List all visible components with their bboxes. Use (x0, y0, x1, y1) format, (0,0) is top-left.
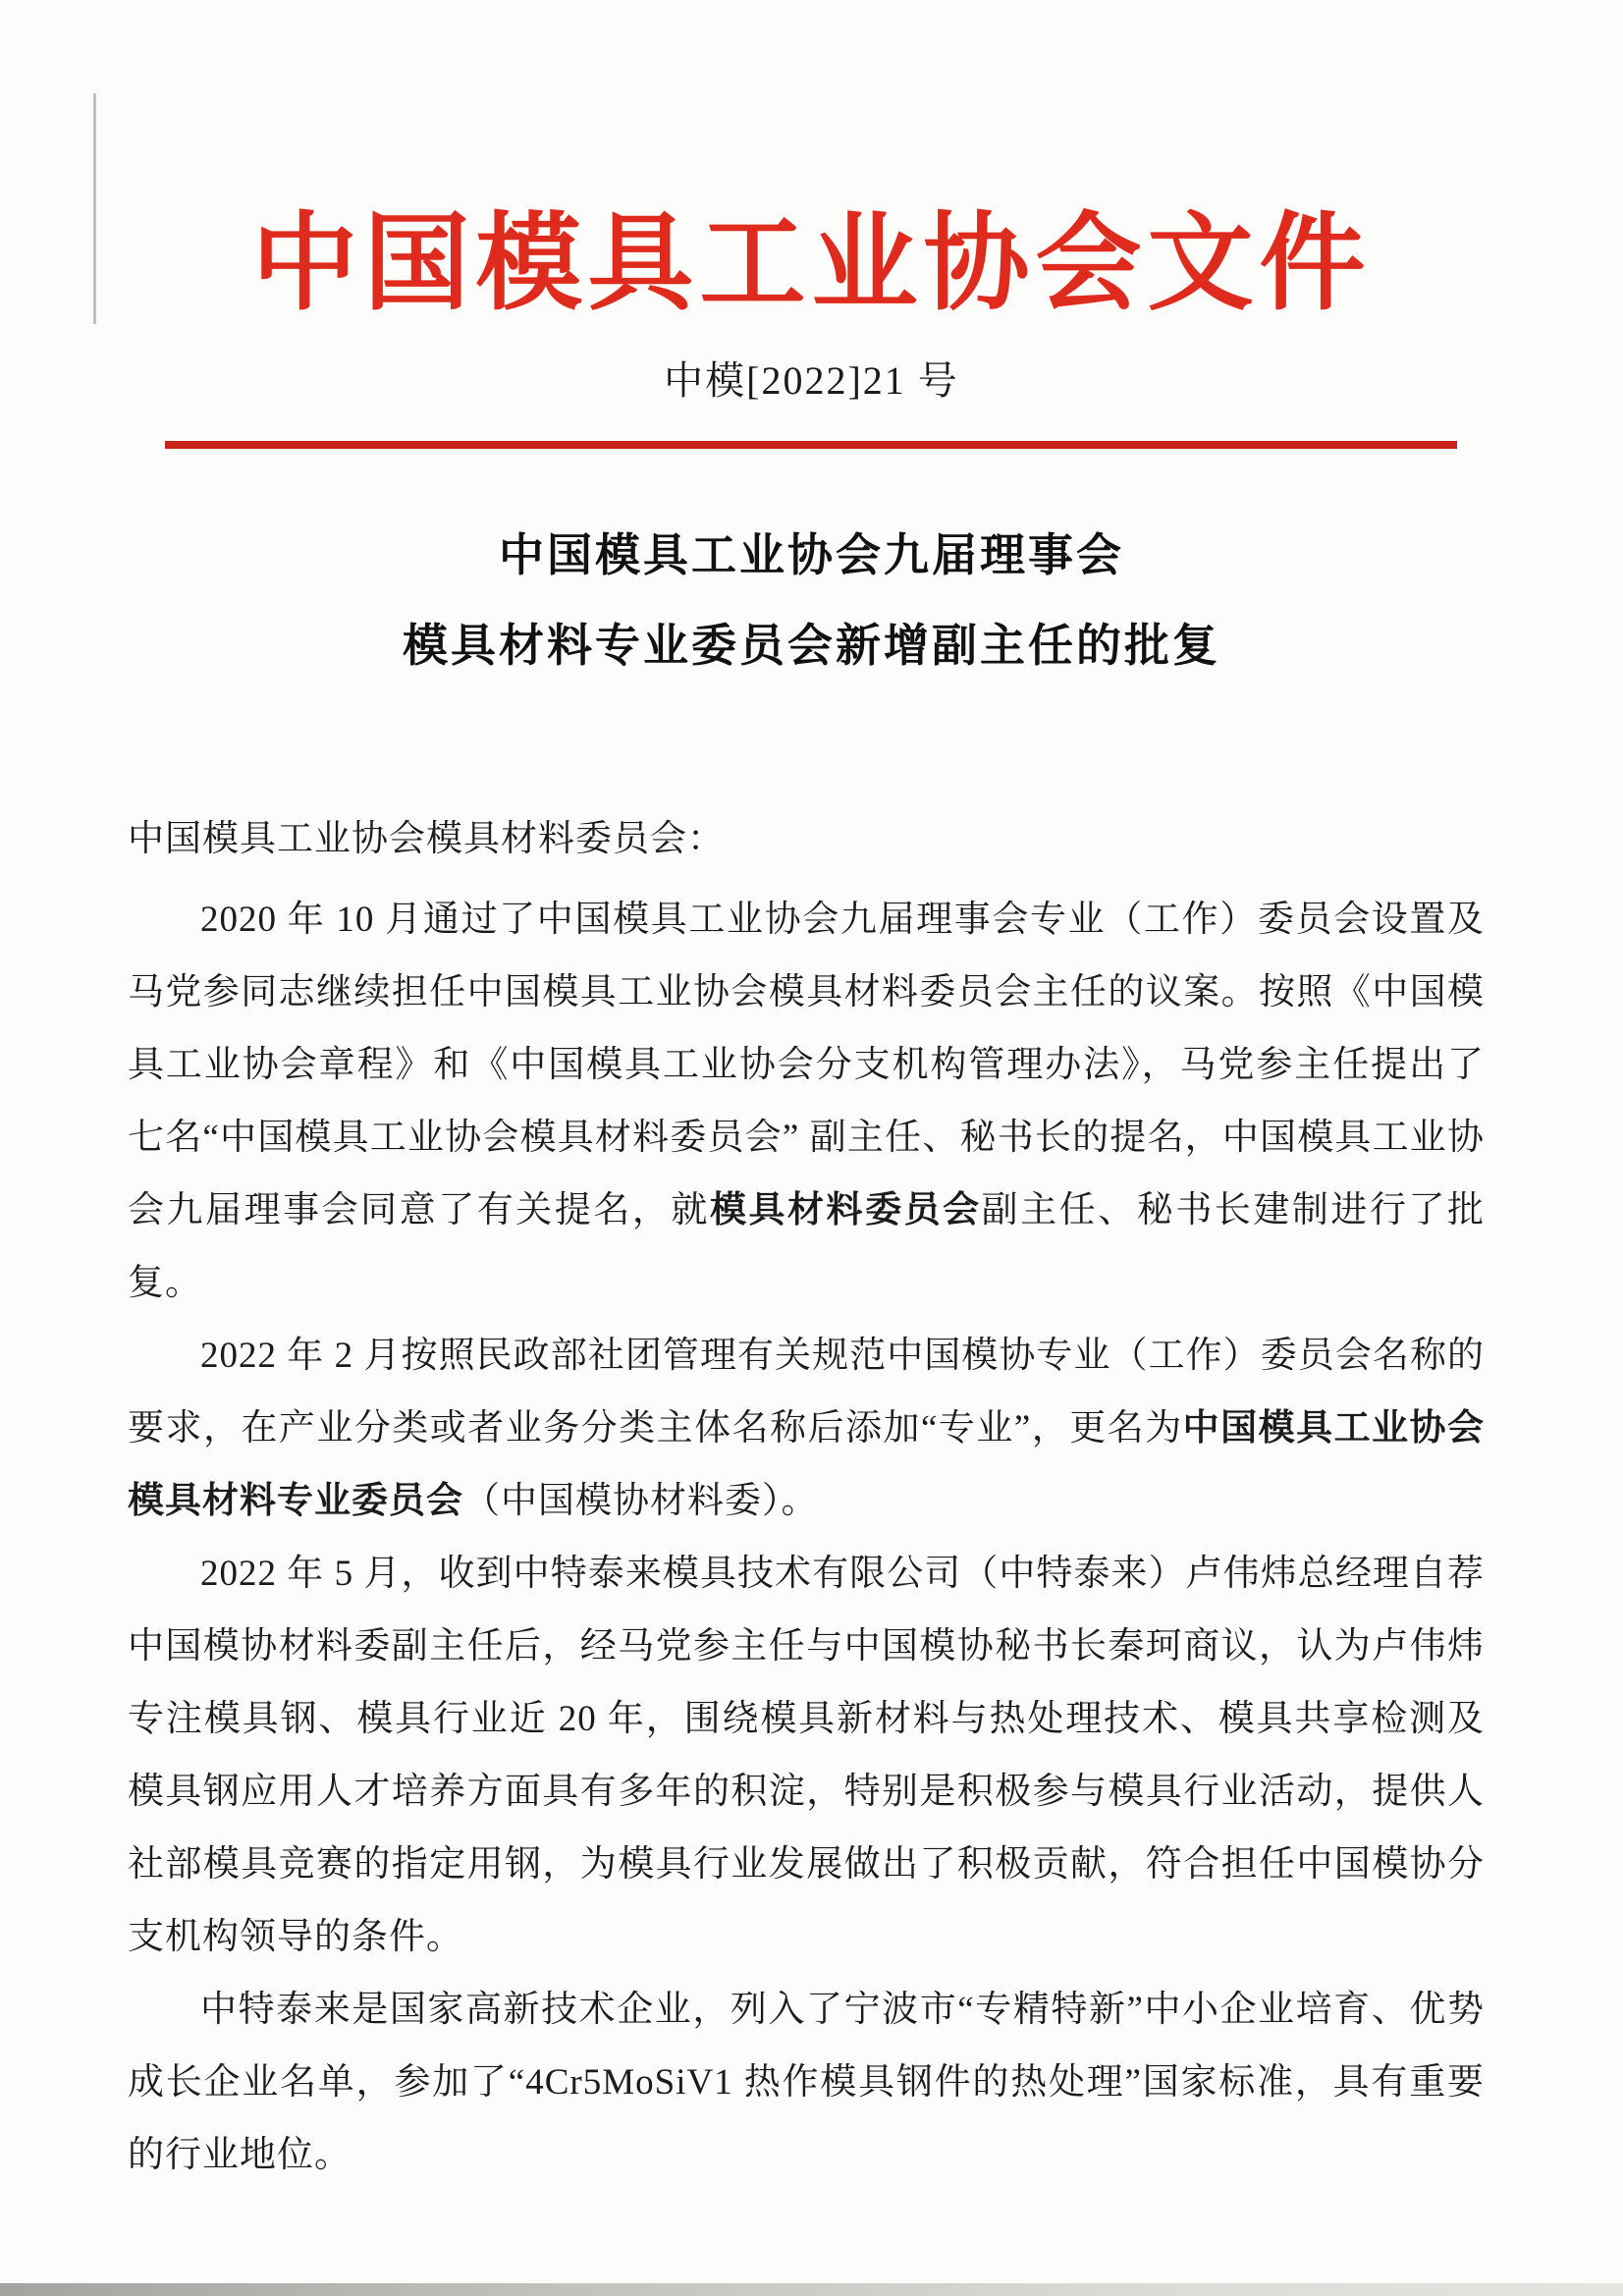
document-title (0, 511, 1623, 691)
body-text: 2022 年 5 月，收到中特泰来模具技术有限公司（中特泰来）卢伟炜总经理自荐中国模协材料委副主任后，经马党参主任与中国模协秘书长秦珂商议，认为卢伟炜专注模具钢、模具行业近 20 年，围绕模具新材料与热处理技术、模具共享检测及模具钢应用人才培养方面具有多年的积淀，特别是积极参与模具行业活动，提供人社部模具竞赛的指定用钢，为模具行业发展做出了积极贡献，符合担任中国模协分支机构领导的条件。 (128, 1554, 1485, 1957)
org-letterhead-title: 中国模具工业协会文件 (251, 206, 1372, 323)
body-text-bold: 中国模具工业协会模具材料专业委员会 (128, 1408, 1486, 1521)
body-paragraph (128, 1538, 1485, 1974)
body-text: （中国模协材料委）。 (463, 1481, 819, 1521)
scan-edge-bottom (0, 2283, 1623, 2296)
body-text-bold: 模具材料委员会 (709, 1190, 982, 1230)
document-title-line-1: 中国模具工业协会九届理事会 (499, 530, 1124, 580)
body-text: 副主任、秘书长建制进行了批复。 (128, 1190, 1486, 1303)
body-paragraph (128, 1320, 1485, 1538)
body-paragraph (128, 884, 1485, 1320)
body-text: 2022 年 2 月按照民政部社团管理有关规范中国模协专业（工作）委员会名称的要求，在产业分类或者业务分类主体名称后添加“专业”，更名为 (128, 1336, 1485, 1449)
body-paragraph (128, 1974, 1485, 2192)
document-body (128, 803, 1485, 2192)
body-text: 2020 年 10 月通过了中国模具工业协会九届理事会专业（工作）委员会设置及马党参同志继续担任中国模具工业协会模具材料委员会主任的议案。按照《中国模具工业协会章程》和《中国模具工业协会分支机构管理办法》，马党参主任提出了七名“中国模具工业协会模具材料委员会” 副主任、秘书长的提名，中国模具工业协会九届理事会同意了有关提名，就 (128, 900, 1485, 1230)
doc-number: 中模[2022]21 号 (664, 358, 959, 403)
red-divider-rule (165, 441, 1457, 449)
paragraph-container (128, 884, 1485, 2192)
body-text: 中特泰来是国家高新技术企业，列入了宁波市“专精特新”中小企业培育、优势成长企业名单，参加了“4Cr5MoSiV1 热作模具钢件的热处理”国家标准，具有重要的行业地位。 (128, 1990, 1485, 2175)
salutation: 中国模具工业协会模具材料委员会： (128, 819, 725, 859)
document-title-line-2: 模具材料专业委员会新增副主任的批复 (403, 621, 1220, 671)
